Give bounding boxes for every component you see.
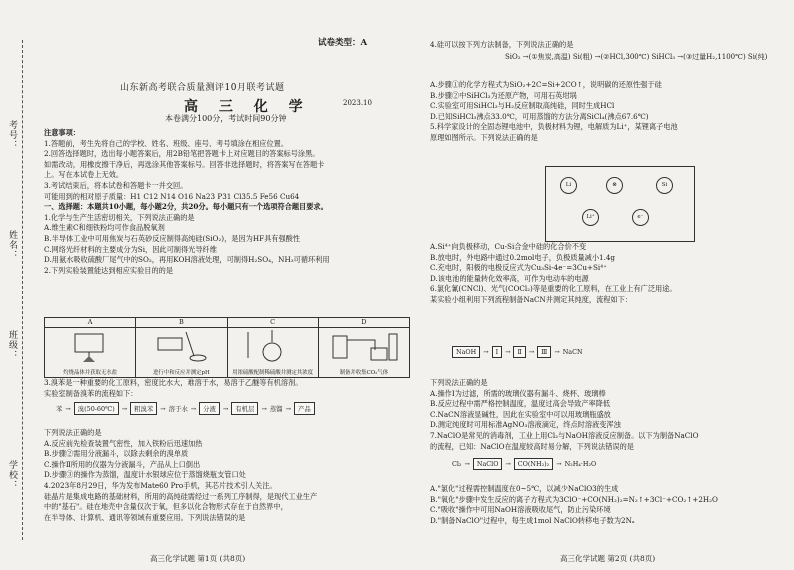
question-4-text: 硅晶片是集成电路的基础材料，所用的高纯硅需经过一系列工序制得，是现代工业生产 — [44, 491, 318, 501]
option-line: B.半导体工业中可用焦炭与石英砂反应制得高纯硅(SiO₂)，是因为HF具有强酸性 — [44, 233, 301, 243]
arrow-icon: → — [483, 348, 489, 356]
flow-step: Ⅰ — [492, 346, 503, 358]
q6-flowchart — [452, 346, 583, 358]
arrow-icon: → — [160, 404, 166, 413]
arrow-icon: → — [554, 348, 560, 356]
option-line: D."制备NaClO"过程中，每生成1mol NaClO转移电子数为2Nₐ — [430, 515, 635, 525]
option-line: A.操作Ⅰ为过滤，所需的玻璃仪器有漏斗、烧杯、玻璃棒 — [430, 388, 606, 398]
arrow-icon: → — [505, 348, 511, 356]
option-line: C.NaCN溶液显碱性，因此在实验室中可以用玻璃瓶盛放 — [430, 409, 611, 419]
volumetric-flask-icon — [228, 328, 316, 364]
ion-icon: Li⁺ — [582, 209, 599, 226]
score-info: 本卷满分100分，考试时间90分钟 — [165, 114, 287, 123]
option-line: B.放电时，外电路中通过0.2mol电子，负极质量减小1.4g — [430, 252, 616, 262]
flow-step: 粗溴苯 — [130, 402, 157, 415]
option-line: A.维生素C和细铁粉均可作食品脱氧剂 — [44, 223, 165, 233]
exam-number-label: 考号： — [7, 120, 17, 150]
electrode-icon: Si — [656, 177, 673, 194]
notes-title: 注意事项： — [44, 128, 80, 137]
arrow-icon: → — [121, 404, 128, 413]
note-line: 2.回答选择题时，选出每小题答案后，用2B铅笔把答题卡上对应题目的答案标号涂黑。 — [44, 149, 320, 159]
apparatus-caption: 进行中和反应并测定pH — [153, 369, 210, 376]
option-line: B.步骤②中SiHCl₃为还原产物，可用石英坩埚 — [430, 90, 577, 100]
arrow-icon: → — [505, 460, 511, 468]
option-line: D.已知SiHCl₃沸点33.0℃，可用蒸馏的方法分离SiCl₄(沸点67.6℃) — [430, 111, 649, 121]
question-6-stem: 6.氯化氰(CNCl)、光气(COCl₂)等是重要的化工原料，在工业上有广泛用途。 — [430, 284, 677, 294]
option-line: C."吸收"操作中可用NaOH溶液吸收尾气，防止污染环境 — [430, 505, 611, 515]
option-line: A.步骤①的化学方程式为SiO₂+2C=Si+2CO↑，说明碳的还原性强于硅 — [430, 80, 662, 89]
flow-step: 溶于水 — [168, 405, 188, 413]
q7-flowchart — [452, 458, 596, 470]
option-line: D.该电池的能量转化效率高，可作为电动车的电源 — [430, 273, 589, 283]
question-5-stem: 原理如图所示。下列说法正确的是 — [430, 132, 538, 142]
left-column — [44, 128, 414, 276]
right-column — [430, 40, 782, 51]
silicon-process-formula: SiO₂ →(①焦炭,高温) Si(粗) →(②HCl,300℃) SiHCl₃ →(③过量H₂,1100℃) Si(纯) — [505, 53, 768, 61]
bulb-icon: ⊗ — [606, 177, 623, 194]
option-line: D.用氨水吸收硫酸厂尾气中的SO₂，再用KOH溶液处理，可制得H₂SO₄，NH₃可循环利用 — [44, 255, 330, 265]
page-title: 高 三 化 学 — [184, 99, 311, 115]
note-line: 上。写在本试卷上无效。 — [44, 170, 124, 180]
page-footer-left: 高三化学试题 第1页 (共8页) — [150, 554, 246, 563]
note-line: 1.答题前，考生先将自己的学校、姓名、班级、座号、考号填涂在相应位置。 — [44, 138, 289, 148]
flow-step: 有机层 — [231, 402, 258, 415]
atomic-masses: 可能用到的相对原子质量：H1 C12 N14 O16 Na23 P31 Cl35.5 Fe56 Cu64 — [44, 191, 300, 201]
binding-margin — [0, 0, 42, 570]
flow-step: Ⅲ — [537, 346, 551, 358]
option-line: B."氧化"步骤中发生反应的离子方程式为3ClO⁻+CO(NH₂)₂=N₂↑+3Cl⁻+CO₂↑+2H₂O — [430, 494, 718, 504]
question-5-stem: 5.科学家设计的全固态锂电池中，负极材料为锂，电解质为Li⁺，某锂离子电池 — [430, 122, 678, 132]
question-6-prompt: 下列说法正确的是 — [430, 378, 488, 387]
question-4-stem: 4.2023年8月29日，华为发布Mate60 Pro手机，其芯片技术引人关注。 — [44, 480, 277, 490]
apparatus-label: D — [319, 318, 409, 328]
class-label: 班级： — [7, 330, 17, 360]
option-line: A.反应前先检查装置气密性，加入铁粉后迅速加热 — [44, 438, 203, 448]
electrode-icon: Li — [560, 177, 577, 194]
flow-end: 产品 — [294, 402, 315, 415]
question-1-stem: 1.化学与生产生活密切相关，下列说法正确的是 — [44, 212, 195, 222]
left-column-q3 — [44, 378, 414, 399]
question-7-stem: 的流程，已知：NaClO在温度较高时易分解，下列说法错误的是 — [430, 441, 634, 451]
flow-step: NaClO — [473, 458, 503, 470]
arrow-icon: → — [556, 460, 562, 468]
note-line: 3.考试结束后，将本试卷和答题卡一并交回。 — [44, 180, 188, 190]
page-footer-right: 高三化学试题 第2页 (共8页) — [560, 554, 656, 563]
option-line: C.实验室可用SiHCl₃与H₂反应制取高纯硅，同时生成HCl — [430, 101, 615, 111]
note-line: 如需改动，用橡皮擦干净后，再选涂其他答案标号。回答非选择题时，将答案写在答题卡 — [44, 159, 325, 169]
option-line: B.步骤②需用分液漏斗，以除去剩余的溴单质 — [44, 449, 189, 459]
question-3-stem: 3.溴苯是一种重要的化工原料，密度比水大，难溶于水，易溶于乙醚等有机溶剂。 — [44, 378, 303, 387]
flow-step: CO(NH₂)₂ — [514, 458, 553, 470]
option-line: D.步骤③的操作为蒸馏，温度计水银球应位于蒸馏烧瓶支管口处 — [44, 470, 246, 480]
arrow-icon: → — [285, 404, 291, 413]
question-4-text: 中的"基石"。硅在地壳中含量仅次于氧，但多以化合物形式存在于自然界中， — [44, 502, 288, 512]
option-line: D.测定纯度时可用标准AgNO₃溶液滴定，终点时溶液变浑浊 — [430, 420, 621, 430]
arrow-icon: → — [190, 404, 197, 413]
question-3-stem: 实验室制备溴苯的流程如下： — [44, 388, 138, 398]
question-7-stem: 7.NaClO是常见的消毒剂，工业上用Cl₂与NaOH溶液反应制备。以下为制备NaClO — [430, 430, 699, 440]
apparatus-label: A — [45, 318, 135, 328]
apparatus-a — [45, 318, 136, 377]
ion-icon: e⁻ — [632, 209, 649, 226]
option-line: A.Si⁴⁺向负极移动，Cu-Si合金中硅的化合价不变 — [430, 242, 587, 251]
arrow-icon: → — [65, 404, 71, 413]
apparatus-caption: 用浓硫酸配制稀硫酸并测定其浓度 — [232, 369, 314, 376]
right-column-q7-options — [430, 484, 782, 526]
school-label: 学校： — [7, 460, 17, 490]
right-column-q4 — [430, 80, 782, 144]
flow-step: 分液 — [199, 402, 220, 415]
flow-step: 溴(50-60℃) — [74, 402, 119, 415]
gas-collection-icon — [319, 328, 407, 364]
arrow-icon: → — [261, 404, 267, 413]
option-line: B.反应过程中需严格控制温度，温度过高会导致产率降低 — [430, 399, 611, 409]
crucible-icon — [45, 328, 133, 364]
question-2-stem: 2.下列实验装置能达到相应实验目的的是 — [44, 265, 174, 275]
right-column-q6-options — [430, 378, 782, 452]
option-line: C.网络光纤材料的主要成分为Si，因此可制得光导纤维 — [44, 244, 217, 254]
apparatus-caption: 灼烧晶体并获取无水盐 — [63, 369, 118, 376]
option-line: C.操作Ⅱ所用的仪器为分液漏斗，产品从上口倒出 — [44, 459, 201, 469]
binding-dashed-line — [22, 40, 23, 540]
flow-start: 苯 — [56, 405, 63, 413]
apparatus-c — [228, 318, 319, 377]
battery-diagram — [545, 166, 695, 242]
section-title: 一、选择题：本题共10小题，每小题2分，共20分。每小题只有一个选项符合题目要求。 — [44, 202, 328, 212]
question-4-title: 4.硅可以按下列方法制备，下列说法正确的是 — [430, 40, 574, 49]
arrow-icon: → — [222, 404, 229, 413]
ph-paper-icon — [136, 328, 224, 364]
flow-end: NaCN — [562, 348, 583, 356]
exam-organization: 山东新高考联合质量测评10月联考试题 — [120, 83, 285, 93]
flow-step: NaOH — [452, 346, 480, 358]
question-4-text: 在半导体、计算机、通讯等领域有重要应用。下列说法错误的是 — [44, 512, 246, 522]
exam-type: 试卷类型：A — [318, 38, 368, 48]
question-6-stem: 某实验小组利用下列流程制备NaCN并测定其纯度，流程如下： — [430, 294, 633, 304]
exam-date: 2023.10 — [343, 99, 372, 107]
name-label: 姓名： — [7, 230, 17, 260]
arrow-icon: → — [528, 348, 535, 356]
apparatus-d — [319, 318, 409, 377]
option-line: A."氯化"过程需控制温度在0~5℃，以减少NaClO3的生成 — [430, 484, 619, 493]
apparatus-b — [136, 318, 227, 377]
flow-start: Cl₂ — [452, 460, 462, 468]
left-column-q3-options — [44, 428, 414, 523]
arrow-icon: → — [464, 460, 470, 468]
apparatus-label: B — [136, 318, 226, 328]
apparatus-label: C — [228, 318, 318, 328]
q3-flowchart — [56, 402, 315, 415]
flow-end: N₂H₄·H₂O — [564, 460, 597, 468]
question-3-prompt: 下列说法正确的是 — [44, 428, 102, 437]
apparatus-caption: 制备并收集CO₂气体 — [339, 369, 389, 376]
option-line: C.充电时，阳极的电极反应式为Cu₃Si-4e⁻=3Cu+Si⁴⁺ — [430, 263, 607, 273]
flow-step: Ⅱ — [513, 346, 525, 358]
apparatus-figure — [44, 317, 410, 378]
flow-step: 蒸馏 — [269, 405, 283, 413]
right-column-q5-options — [430, 242, 782, 306]
